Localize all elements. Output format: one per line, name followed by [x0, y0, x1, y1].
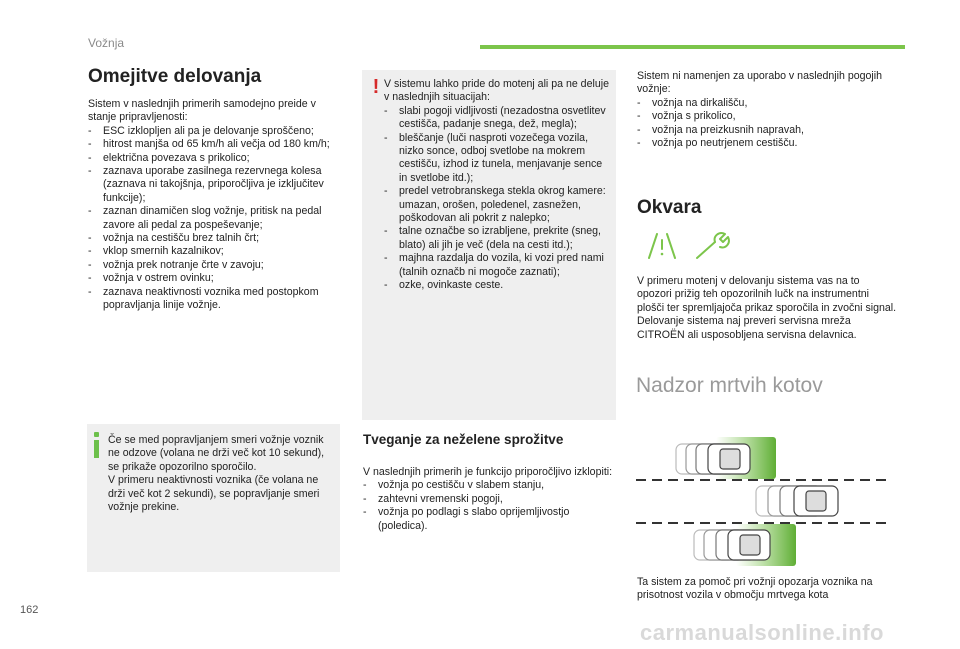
info-icon: [92, 432, 100, 458]
list-item: - zahtevni vremenski pogoji,: [363, 493, 615, 506]
subsection-title: Tveganje za neželene sprožitve: [363, 432, 564, 447]
warning-icon: !: [372, 76, 380, 98]
watermark: carmanualsonline.info: [640, 620, 884, 645]
list-item: - talne označbe so izrabljene, prekrite (sneg, blato) ali jih je več (dela na cesti itd.);: [384, 225, 612, 252]
not-intended-list: [637, 97, 897, 151]
limitations-section: [88, 98, 340, 313]
nadzor-title: Nadzor mrtvih kotov: [636, 374, 823, 397]
limitations-intro: Sistem v naslednjih primerih samodejno preide v stanje pripravljenosti:: [88, 98, 316, 124]
list-item: - predel vetrobranskega stekla okrog kamere: umazan, orošen, poledenel, zasnežen, poškodovan ali pokrit z nalepko;: [384, 185, 612, 225]
vehicle-lower: [694, 530, 770, 560]
list-item: - zaznan dinamičen slog vožnje, pritisk na pedal zavore ali pedal za pospeševanje;: [88, 205, 340, 232]
list-item: - vožnja s prikolico,: [637, 110, 897, 123]
list-item: - vožnja v ostrem ovinku;: [88, 272, 340, 285]
list-item: - hitrost manjša od 65 km/h ali večja od 180 km/h;: [88, 138, 340, 151]
list-item: - zaznava uporabe zasilnega rezervnega kolesa (zaznava ni takojšnja, priporočljiva je izključitev funkcije);: [88, 165, 340, 205]
list-item: - zaznava neaktivnosti voznika med postopkom popravljanja linije vožnje.: [88, 286, 340, 313]
list-item: - majhna razdalja do vozila, ki vozi pred nami (talnih označb ni mogoče zaznati);: [384, 252, 612, 279]
list-item: - ESC izklopljen ali pa je delovanje sproščeno;: [88, 125, 340, 138]
list-item: - bleščanje (luči nasproti vozečega vozila, nizko sonce, odboj svetlobe na mokrem cestišču, izhod iz tunela, menjavanje sence in svetlobe itd.);: [384, 132, 612, 186]
blind-spot-diagram: [636, 432, 892, 572]
list-item: - vožnja na cestišču brez talnih črt;: [88, 232, 340, 245]
okvara-title: Okvara: [637, 197, 702, 218]
page-title: Omejitve delovanja: [88, 66, 262, 87]
section-label: Vožnja: [88, 36, 125, 50]
list-item: - vožnja na preizkusnih napravah,: [637, 124, 897, 137]
vehicle-main: [756, 486, 838, 516]
warning-intro: V sistemu lahko pride do motenj ali pa ne deluje v naslednjih situacijah:: [384, 78, 609, 104]
list-item: - vožnja po podlagi s slabo oprijemljivostjo (poledica).: [363, 506, 615, 533]
okvara-icons: [645, 232, 745, 262]
list-item: - vklop smernih kazalnikov;: [88, 245, 340, 258]
wrench-icon: [697, 233, 729, 258]
nadzor-text: Ta sistem za pomoč pri vožnji opozarja voznika na prisotnost vozila v območju mrtvega kota: [637, 576, 873, 602]
header-accent-bar: [480, 45, 905, 49]
lane-warning-icon: [649, 234, 675, 258]
list-item: - ozke, ovinkaste ceste.: [384, 279, 612, 292]
not-intended-section: [637, 70, 897, 150]
list-item: - vožnja na dirkališču,: [637, 97, 897, 110]
list-item: - vožnja po cestišču v slabem stanju,: [363, 479, 615, 492]
list-item: - električna povezava s prikolico;: [88, 152, 340, 165]
subsection-content: [363, 466, 615, 533]
subsection-list: [363, 479, 615, 533]
limitations-list: [88, 125, 340, 313]
okvara-text: V primeru motenj v delovanju sistema vas na to opozori prižig teh opozorilnih lučk na instrumentni plošči ter spremljajoča prikaz sporočila in zvočni signal. Delovanje sistema naj preveri servisna mreža CITROËN ali usposobljena servisna delavnica.: [637, 275, 897, 341]
list-item: - slabi pogoji vidljivosti (nezadostna osvetlitev cestišča, padanje snega, dež, megla);: [384, 105, 612, 132]
info-box-text: Če se med popravljanjem smeri vožnje voznik ne odzove (volana ne drži več kot 10 sekund), se prikaže opozorilno sporočilo. V primeru neaktivnosti voznika (če volana ne drži več kot 2 sekundi), se popravljanje smeri vožnje prekine.: [108, 434, 325, 514]
list-item: - vožnja prek notranje črte v zavoju;: [88, 259, 340, 272]
not-intended-intro: Sistem ni namenjen za uporabo v naslednjih pogojih vožnje:: [637, 70, 882, 96]
page-number: 162: [20, 604, 39, 616]
warning-list: [384, 105, 612, 293]
list-item: - vožnja po neutrjenem cestišču.: [637, 137, 897, 150]
vehicle-upper: [676, 444, 750, 474]
warning-box-content: [384, 78, 612, 293]
subsection-intro: V naslednjih primerih je funkcijo priporočljivo izklopiti:: [363, 466, 613, 478]
